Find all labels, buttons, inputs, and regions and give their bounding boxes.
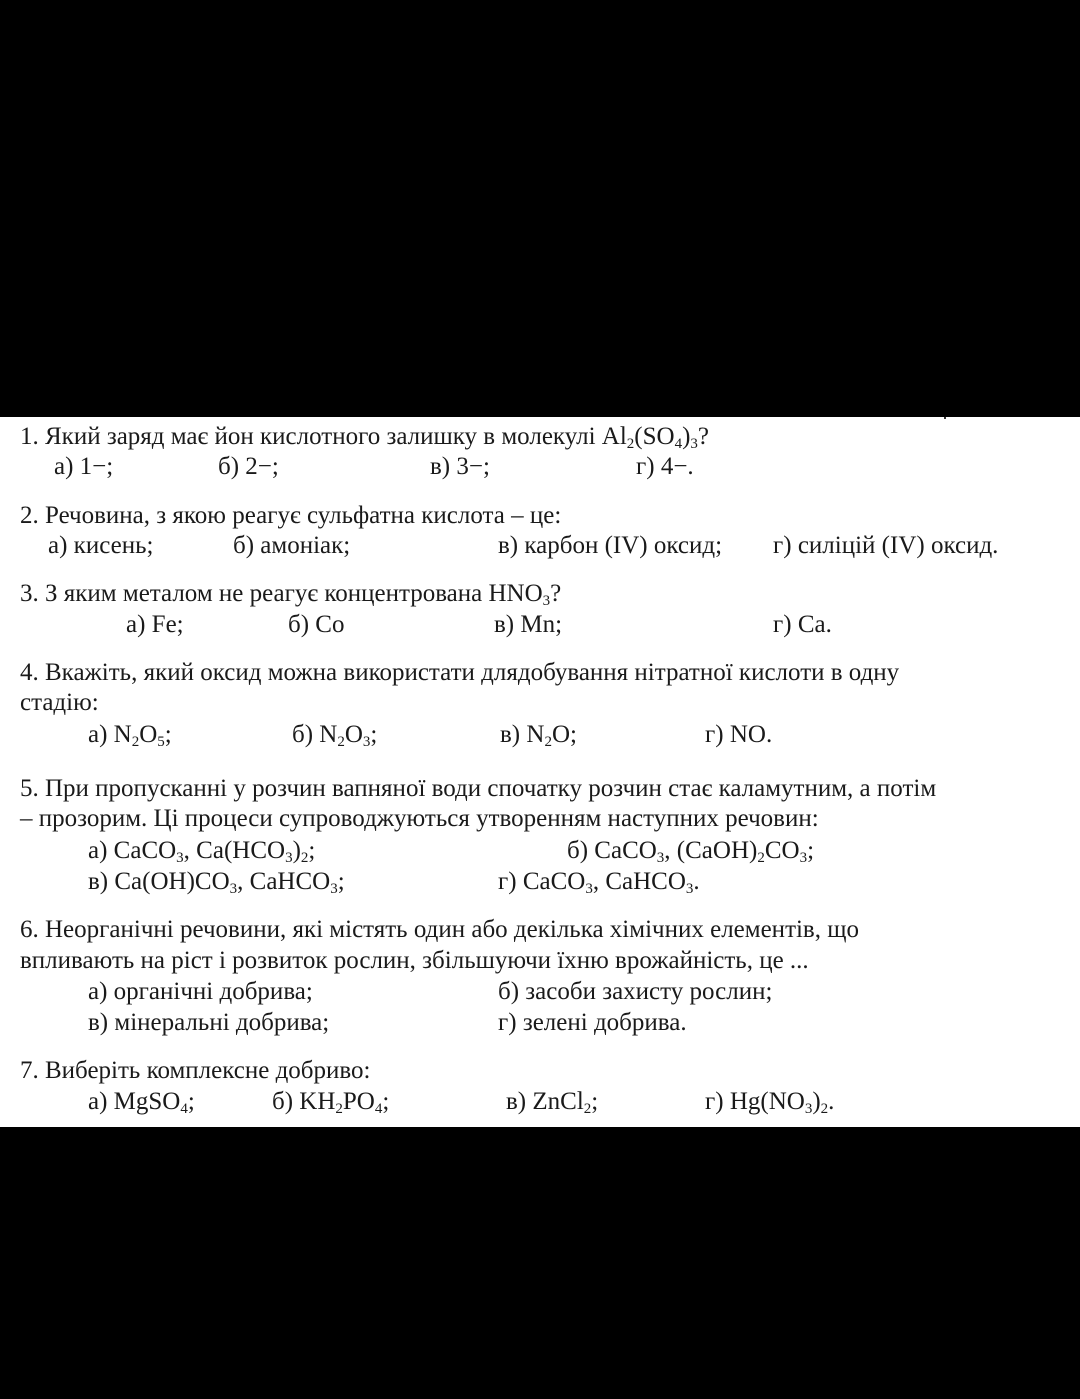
bottom-black-band bbox=[0, 1127, 1080, 1399]
question-6-option-a: а) органічні добрива; bbox=[88, 978, 313, 1005]
question-1-text: 1. Який заряд має йон кислотного залишку в молекулі $Al_2(SO_4)_3$? bbox=[20, 423, 710, 452]
question-5-option-b: б) CaCO$_3$, $(CaOH)_2CO_3$; bbox=[567, 837, 815, 866]
question-5-text: 5. При пропусканні у розчин вапняної води спочатку розчин стає каламутним, а потім bbox=[20, 775, 937, 802]
question-6-option-b: б) засоби захисту рослин; bbox=[498, 978, 773, 1005]
question-1-option-c: в) 3−; bbox=[430, 453, 490, 480]
question-7-option-c: в) ZnCl$_2$; bbox=[506, 1088, 599, 1117]
question-5-option-d: г) CaCO$_3$, CaHCO$_3$. bbox=[498, 868, 700, 897]
question-7-option-a: а) MgSO$_4$; bbox=[88, 1088, 195, 1117]
question-3-option-d: г) Ca. bbox=[773, 611, 832, 638]
question-2-option-c: в) карбон (IV) оксид; bbox=[498, 532, 723, 559]
top-black-band bbox=[0, 0, 1080, 417]
question-3-option-c: в) Mn; bbox=[494, 611, 563, 638]
question-6-option-c: в) мінеральні добрива; bbox=[88, 1009, 330, 1036]
question-3-option-a: а) Fe; bbox=[126, 611, 184, 638]
question-5-option-c: в) $Ca(OH)CO_3$, CaHCO$_3$; bbox=[88, 868, 345, 897]
question-3-option-b: б) Co bbox=[288, 611, 345, 638]
question-4-text: 4. Вкажіть, який оксид можна використати длядобування нітратної кислоти в одну bbox=[20, 659, 900, 686]
question-7-option-d: г) $Hg(NO_3)_2$. bbox=[705, 1088, 835, 1117]
question-6-text-continued: впливають на ріст і розвиток рослин, збільшуючи їхню врожайність, це ... bbox=[20, 947, 809, 974]
question-1-option-b: б) 2−; bbox=[218, 453, 279, 480]
question-4-option-d: г) NO. bbox=[705, 721, 773, 748]
question-4-text-continued: стадію: bbox=[20, 689, 99, 716]
question-2-option-a: а) кисень; bbox=[48, 532, 154, 559]
question-2-text: 2. Речовина, з якою реагує сульфатна кислота – це: bbox=[20, 502, 562, 529]
question-4-option-a: а) $N_2O_5$; bbox=[88, 721, 172, 750]
question-6-text: 6. Неорганічні речовини, які містять один або декілька хімічних елементів, що bbox=[20, 916, 859, 943]
question-6-option-d: г) зелені добрива. bbox=[498, 1009, 687, 1036]
question-3-text: 3. З яким металом не реагує концентрована $HNO_3$? bbox=[20, 580, 562, 609]
question-2-option-d: г) силіцій (IV) оксид. bbox=[773, 532, 999, 559]
question-7-option-b: б) $KH_2PO_4$; bbox=[272, 1088, 390, 1117]
question-4-option-c: в) $N_2O$; bbox=[500, 721, 577, 750]
worksheet-page bbox=[0, 417, 1080, 1127]
question-7-text: 7. Виберіть комплексне добриво: bbox=[20, 1057, 371, 1084]
question-1-option-d: г) 4−. bbox=[636, 453, 694, 480]
stray-mark bbox=[944, 417, 946, 419]
question-1-option-a: а) 1−; bbox=[54, 453, 114, 480]
question-5-option-a: а) CaCO$_3$, $Ca(HCO_3)_2$; bbox=[88, 837, 316, 866]
question-4-option-b: б) $N_2O_3$; bbox=[292, 721, 378, 750]
question-5-text-continued: – прозорим. Ці процеси супроводжуються утворенням наступних речовин: bbox=[20, 805, 819, 832]
question-2-option-b: б) амоніак; bbox=[233, 532, 351, 559]
